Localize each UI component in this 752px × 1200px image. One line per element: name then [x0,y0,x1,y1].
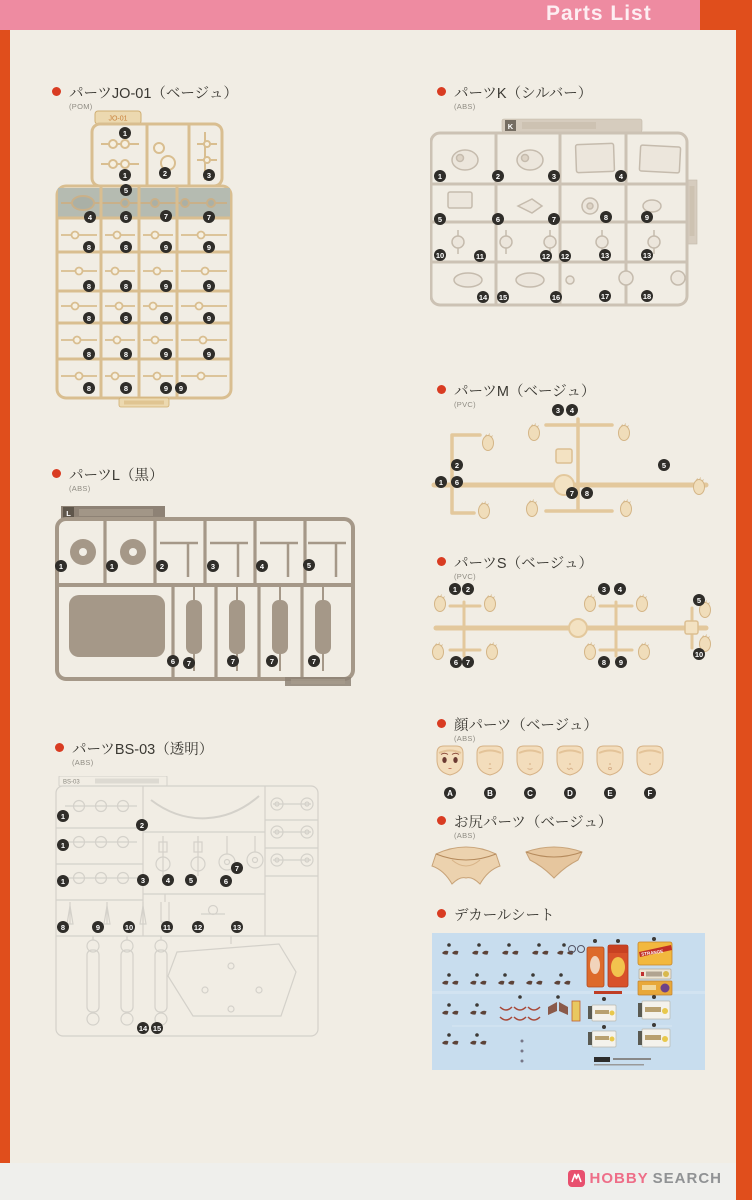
face-part-d [552,745,588,799]
part-number-badge: 4 [615,170,627,182]
face-part-e [592,745,628,799]
part-number-badge: 8 [83,382,95,394]
sprue-diagram-l [55,505,357,690]
face-label: F [644,787,656,799]
part-number-badge: 17 [600,291,610,301]
part-number-badge: 8 [120,280,132,292]
part-number-badge: 7 [160,210,172,222]
face-label: E [604,787,616,799]
section-header-hip [437,815,612,840]
part-number-badge: 15 [498,292,508,302]
part-number-badge: 2 [451,459,463,471]
part-number-badge: 9 [160,280,172,292]
part-number-badge: 18 [642,291,652,301]
part-number-badge: 12 [541,251,551,261]
section-title: パーツM（ベージュ） [454,384,596,400]
part-number-badge: 10 [124,922,134,932]
svg-text:L: L [66,508,71,518]
part-number-badge: 4 [566,404,578,416]
part-number-badge: 15 [152,1023,162,1033]
part-number-badge: 6 [120,211,132,223]
part-number-badge: 5 [120,184,132,196]
face-part-f [632,745,668,799]
part-number-badge: 3 [203,169,215,181]
sprue-diagram-jo01 [55,110,233,408]
part-number-badge: 4 [162,874,174,886]
part-number-badge: 9 [160,312,172,324]
part-number-badge: 2 [492,170,504,182]
bullet-icon [437,909,446,918]
part-number-badge: 13 [600,250,610,260]
section-material: (PVC) [454,571,476,581]
face-icon [472,745,508,777]
sprue-diagram-bs03 [55,776,320,1040]
sprue-diagram-m [428,399,712,535]
part-number-badge: 12 [193,922,203,932]
face-part-a [432,745,468,799]
header-band [0,0,752,30]
part-number-badge: 8 [120,241,132,253]
hobby-search-logo [568,1170,722,1187]
part-number-badge: 3 [548,170,560,182]
part-number-badge: 16 [551,292,561,302]
section-material: (POM) [69,101,93,111]
section-title: お尻パーツ（ベージュ） [454,815,613,831]
svg-text:BS-03: BS-03 [63,779,80,786]
part-number-badge: 3 [552,404,564,416]
part-number-badge: 7 [183,657,195,669]
part-number-badge: 1 [57,875,69,887]
bullet-icon [437,719,446,728]
section-title: デカールシート [454,908,555,924]
face-part-b [472,745,508,799]
part-number-badge: 6 [167,655,179,667]
page-title: Parts List [546,2,652,25]
part-number-badge: 5 [658,459,670,471]
part-number-badge: 5 [303,559,315,571]
section-material: (ABS) [69,483,91,493]
part-number-badge: 8 [83,312,95,324]
part-number-badge: 7 [227,655,239,667]
section-title: パーツJO-01（ベージュ） [69,86,238,102]
face-parts-row [432,745,692,801]
part-number-badge: 8 [598,656,610,668]
part-number-badge: 14 [478,292,488,302]
part-number-badge: 7 [462,656,474,668]
part-number-badge: 9 [615,656,627,668]
bullet-icon [437,557,446,566]
part-number-badge: 3 [598,583,610,595]
part-number-badge: 8 [600,211,612,223]
part-number-badge: 6 [220,875,232,887]
part-number-badge: 3 [207,560,219,572]
face-icon [632,745,668,777]
part-number-badge: 8 [83,241,95,253]
face-icon [512,745,548,777]
part-number-badge: 4 [256,560,268,572]
part-number-badge: 13 [232,922,242,932]
hobby-search-logo-icon [568,1170,585,1187]
part-number-badge: 1 [57,810,69,822]
part-number-badge: 2 [159,167,171,179]
face-label: A [444,787,456,799]
part-number-badge: 7 [203,211,215,223]
part-number-badge: 5 [693,594,705,606]
part-number-badge: 1 [119,127,131,139]
section-material: (PVC) [454,399,476,409]
bullet-icon [55,743,64,752]
svg-text:JO-01: JO-01 [108,115,128,123]
part-number-badge: 6 [492,213,504,225]
part-number-badge: 4 [84,211,96,223]
part-number-badge: 1 [435,476,447,488]
bullet-icon [52,469,61,478]
part-number-badge: 10 [435,250,445,260]
section-header-s [437,556,593,581]
part-number-badge: 4 [614,583,626,595]
part-number-badge: 13 [642,250,652,260]
sprue-art-m [428,399,712,535]
part-number-badge: 1 [57,839,69,851]
part-number-badge: 7 [231,862,243,874]
part-number-badge: 7 [566,487,578,499]
face-part-c [512,745,548,799]
face-label: C [524,787,536,799]
section-material: (ABS) [454,830,476,840]
sprue-art-jo01 [55,110,233,408]
part-number-badge: 6 [451,476,463,488]
part-number-badge: 1 [55,560,67,572]
part-number-badge: 14 [138,1023,148,1033]
part-number-badge: 9 [175,382,187,394]
part-number-badge: 9 [203,280,215,292]
part-number-badge: 1 [434,170,446,182]
sprue-art-k [430,118,700,310]
footer-band [0,1163,736,1200]
sprue-diagram-k [430,118,700,310]
part-number-badge: 9 [160,348,172,360]
part-number-badge: 2 [136,819,148,831]
face-icon [592,745,628,777]
section-title: パーツBS-03（透明） [72,742,214,758]
section-header-bs03 [55,742,213,767]
bullet-icon [437,816,446,825]
part-number-badge: 2 [156,560,168,572]
decal-sheet-art [432,933,705,1070]
section-header-face [437,718,598,743]
face-icon [432,745,468,777]
bullet-icon [52,87,61,96]
part-number-badge: 8 [120,312,132,324]
sprue-art-bs03 [55,776,320,1040]
right-edge-strip [736,0,752,1200]
section-header-k [437,86,592,111]
hip-parts-row [430,838,600,890]
part-number-badge: 5 [185,874,197,886]
sprue-diagram-s [428,578,712,672]
part-number-badge: 9 [203,241,215,253]
section-header-l [52,468,163,493]
part-number-badge: 1 [449,583,461,595]
section-title: 顔パーツ（ベージュ） [454,718,598,734]
part-number-badge: 12 [560,251,570,261]
bullet-icon [437,385,446,394]
part-number-badge: 11 [474,250,486,262]
logo-text-search: SEARCH [652,1170,722,1187]
section-title: パーツK（シルバー） [454,86,593,102]
part-number-badge: 9 [160,382,172,394]
section-title: パーツL（黒） [69,468,164,484]
part-number-badge: 8 [120,382,132,394]
part-number-badge: 8 [83,280,95,292]
part-number-badge: 10 [694,649,704,659]
part-number-badge: 9 [641,211,653,223]
part-number-badge: 3 [137,874,149,886]
part-number-badge: 7 [548,213,560,225]
svg-text:STRANGE: STRANGE [640,948,664,957]
decal-sheet [432,933,705,1070]
part-number-badge: 6 [450,656,462,668]
section-material: (ABS) [454,733,476,743]
section-header-decal [437,908,555,925]
section-header-jo01 [52,86,238,111]
face-label: B [484,787,496,799]
face-label: D [564,787,576,799]
part-number-badge: 7 [266,655,278,667]
part-number-badge: 9 [203,348,215,360]
logo-text-hobby: HOBBY [589,1170,649,1187]
section-material: (ABS) [454,101,476,111]
part-number-badge: 8 [83,348,95,360]
face-icon [552,745,588,777]
section-material: (ABS) [72,757,94,767]
part-number-badge: 2 [462,583,474,595]
part-number-badge: 8 [120,348,132,360]
hip-parts-art [430,838,600,890]
part-number-badge: 11 [161,921,173,933]
part-number-badge: 1 [119,169,131,181]
part-number-badge: 5 [434,213,446,225]
left-edge-strip [0,30,10,1163]
part-number-badge: 8 [57,921,69,933]
part-number-badge: 1 [106,560,118,572]
bullet-icon [437,87,446,96]
part-number-badge: 9 [160,241,172,253]
part-number-badge: 9 [203,312,215,324]
part-number-badge: 8 [581,487,593,499]
svg-text:K: K [507,121,514,131]
section-title: パーツS（ベージュ） [454,556,594,572]
part-number-badge: 7 [308,655,320,667]
part-number-badge: 9 [92,921,104,933]
